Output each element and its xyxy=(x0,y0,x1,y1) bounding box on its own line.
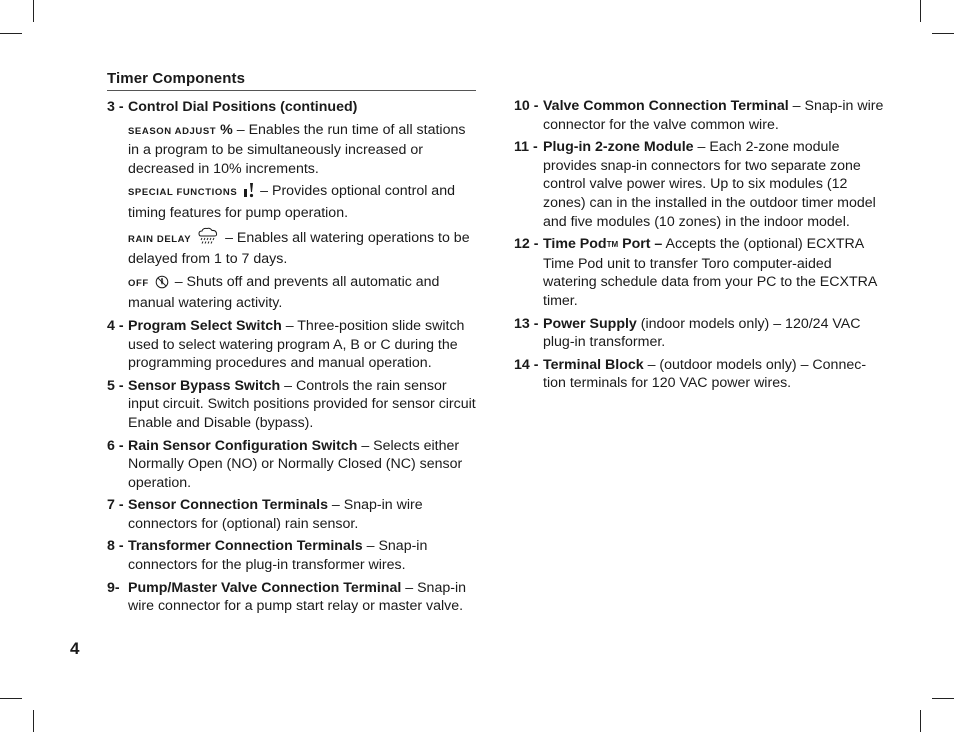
item-number: 14 - xyxy=(514,356,539,373)
left-column xyxy=(107,98,479,620)
item-description: – Controls the rain sensor input circuit. Switch positions provided for sensor circuit Enable and Disable (bypass). xyxy=(128,377,476,431)
item-title: Program Select Switch xyxy=(128,317,282,334)
right-column xyxy=(514,97,886,397)
item-description: – Snap-in connectors for the plug-in transformer wires. xyxy=(128,538,428,574)
crop-mark xyxy=(0,698,22,699)
item-title: Rain Sensor Configuration Switch xyxy=(128,437,358,454)
item-description: – Snap-in wire connector for the valve common wire. xyxy=(543,98,884,133)
dial-position-special-functions xyxy=(107,182,479,222)
dial-position-season-adjust xyxy=(107,121,479,179)
section-header xyxy=(107,70,476,91)
dial-label: RAIN DELAY xyxy=(128,233,192,245)
item-number: 13 - xyxy=(514,315,539,332)
crop-mark xyxy=(932,698,954,699)
off-icon xyxy=(155,275,169,295)
item-number: 11 - xyxy=(514,139,538,156)
list-item xyxy=(107,496,479,533)
trademark-symbol: TM xyxy=(606,240,619,250)
item-number: 7 - xyxy=(107,497,124,514)
dial-description: – Shuts off and prevents all automatic and manual watering activity. xyxy=(128,273,440,312)
rain-delay-icon xyxy=(197,227,219,251)
item-title: Valve Common Connection Terminal xyxy=(543,98,789,114)
item-title: Plug-in 2-zone Module xyxy=(543,139,694,156)
crop-mark xyxy=(33,0,34,22)
dial-label: OFF xyxy=(128,277,149,289)
item-number: 3 - xyxy=(107,99,124,115)
dial-label: SEASON ADJUST xyxy=(128,125,217,137)
item-title: Time Pod xyxy=(543,236,607,253)
list-item xyxy=(107,317,479,373)
item-number: 6 - xyxy=(107,437,124,454)
dial-label: SPECIAL FUNCTIONS xyxy=(128,187,238,199)
crop-mark xyxy=(920,0,921,22)
item-number: 12 - xyxy=(514,236,539,253)
item-number: 9- xyxy=(107,579,120,596)
list-item xyxy=(514,356,886,393)
item-title: Sensor Bypass Switch xyxy=(128,377,281,394)
item-title: Pump/Master Valve Connection Terminal xyxy=(128,579,402,596)
list-item xyxy=(107,98,479,117)
list-item xyxy=(514,138,886,231)
crop-mark xyxy=(33,710,34,732)
special-functions-icon xyxy=(243,183,254,204)
item-number: 5 - xyxy=(107,377,124,394)
dial-position-rain-delay xyxy=(107,227,479,269)
item-number: 4 - xyxy=(107,317,124,334)
dial-description: – Enables the run time of all stations in a program to be simultaneously increased or decreased in 10% increments. xyxy=(128,121,466,177)
list-item xyxy=(514,235,886,310)
item-title: Transformer Connection Terminals xyxy=(128,538,363,555)
item-description: – Each 2-zone module provides snap-in connectors for two separate zone control valve power wires. Up to six modules (12 zones) can in the installed in the outdoor timer model and five modules (10 zones) in the indoor model. xyxy=(543,139,876,230)
item-description: – Three-position slide switch used to select watering program A, B or C during the programming procedures and manual operation. xyxy=(128,317,465,372)
item-title: Terminal Block xyxy=(543,356,644,373)
crop-mark xyxy=(920,710,921,732)
dial-description: – Enables all watering operations to be delayed from 1 to 7 days. xyxy=(128,229,470,268)
item-description: – Snap-in wire connector for a pump start relay or master valve. xyxy=(128,579,466,615)
list-item xyxy=(107,579,479,616)
item-number: 8 - xyxy=(107,538,124,555)
percent-symbol: % xyxy=(220,121,233,138)
item-number: 10 - xyxy=(514,98,539,114)
item-title: Sensor Connection Terminals xyxy=(128,497,328,514)
item-description: (indoor models only) – 120/24 VAC plug-in transformer. xyxy=(543,315,861,351)
dial-description: – Provides optional control and timing features for pump operation. xyxy=(128,183,455,221)
item-title: Control Dial Positions (continued) xyxy=(128,99,358,115)
page-number: 4 xyxy=(70,639,80,658)
crop-mark xyxy=(932,33,954,34)
item-description: Accepts the (optional) ECXTRA Time Pod unit to transfer Toro computer-aided watering schedule data from your PC to the ECXTRA timer. xyxy=(543,236,877,309)
item-description: – Snap-in wire connectors for (optional) rain sensor. xyxy=(128,497,423,532)
list-item xyxy=(514,97,886,134)
list-item xyxy=(107,437,479,493)
item-title-suffix: Port – xyxy=(618,236,663,253)
dial-position-off xyxy=(107,273,479,313)
list-item xyxy=(514,315,886,352)
crop-mark xyxy=(0,33,22,34)
list-item xyxy=(107,377,479,433)
list-item xyxy=(107,537,479,574)
item-description: – (outdoor models only) – Connec-tion terminals for 120 VAC power wires. xyxy=(543,356,867,392)
item-description: – Selects either Normally Open (NO) or Normally Closed (NC) sensor operation. xyxy=(128,437,463,491)
item-title: Power Supply xyxy=(543,315,637,332)
section-title: Timer Components xyxy=(107,70,246,87)
